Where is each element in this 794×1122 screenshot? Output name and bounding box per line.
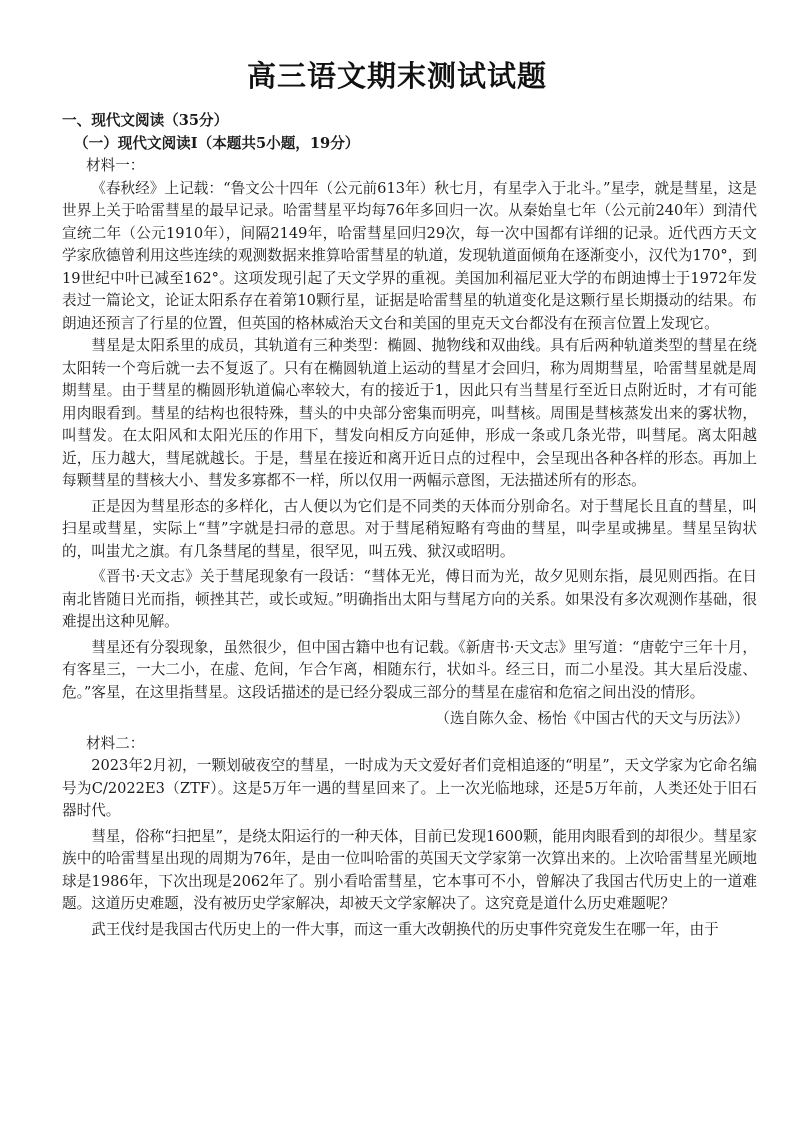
- document-body: [62, 110, 757, 941]
- material-one-paragraph: 《晋书·天文志》关于彗尾现象有一段话：“彗体无光，傅日而为光，故夕见则东指，晨见则西指。在日南北皆随日光而指，顿挫其芒，或长或短。”明确指出太阳与彗尾方向的关系。如果没有多次观测作基础，很难提出这种见解。: [62, 568, 757, 630]
- material-two-paragraph: 彗星，俗称“扫把星”，是绕太阳运行的一种天体，目前已发现1600颗，能用肉眼看到的却很少。彗星家族中的哈雷彗星出现的周期为76年，是由一位叫哈雷的英国天文学家第一次算出来的。上次哈雷彗星光顾地球是1986年，下次出现是2062年了。别小看哈雷彗星，它本事可不小，曾解决了我国古代历史上的一道难题。这道历史难题，没有被历史学家解决，却被天文学家解决了。这究竟是道什么历史难题呢？: [62, 827, 757, 912]
- subsection-heading: （一）现代文阅读Ⅰ（本题共5小题，19分）: [74, 134, 360, 152]
- material-one-paragraph: 彗星还有分裂现象，虽然很少，但中国古籍中也有记载。《新唐书·天文志》里写道：“唐乾宁三年十月，有客星三，一大二小，在虚、危间，乍合乍离，相随东行，状如斗。经三日，而二小星没。其大星后没虚、危。”客星，在这里指彗星。这段话描述的是已经分裂成三部分的彗星在虚宿和危宿之间出没的情形。: [62, 638, 757, 701]
- material-two-paragraph: 2023年2月初，一颗划破夜空的彗星，一时成为天文爱好者们竞相追逐的“明星”，天文学家为它命名编号为C/2022E3（ZTF）。这是5万年一遇的彗星回来了。上一次光临地球，还是5万年前，人类还处于旧石器时代。: [62, 757, 757, 819]
- material-one-source: （选自陈久金、杨怡《中国古代的天文与历法》）: [435, 710, 749, 727]
- material-one-paragraph: 《春秋经》上记载：“鲁文公十四年（公元前613年）秋七月，有星孛入于北斗。”星孛，就是彗星，这是世界上关于哈雷彗星的最早记录。哈雷彗星平均每76年多回归一次。从秦始皇七年（公元前240年）到清代宣统二年（公元1910年），间隔2149年，哈雷彗星回归29次，每一次中国都有详细的记录。近代西方天文学家欣德曾利用这些连续的观测数据来推算哈雷彗星的轨道，发现轨道面倾角在逐渐变小，汉代为170°，到19世纪中叶已减至162°。这项发现引起了天文学界的重视。美国加利福尼亚大学的布朗迪博士于1972年发表过一篇论文，论证太阳系存在着第10颗行星，证据是哈雷彗星的轨道变化是这颗行星长期摄动的结果。布朗迪还预言了行星的位置，但英国的格林威治天文台和美国的里克天文台都没有在预言位置上发现它。: [62, 179, 757, 332]
- material-one-label: 材料一：: [86, 157, 145, 174]
- section-heading: 一、现代文阅读（35分）: [62, 112, 229, 129]
- material-two-label: 材料二：: [86, 734, 145, 752]
- material-one-paragraph: 彗星是太阳系里的成员，其轨道有三种类型：椭圆、抛物线和双曲线。具有后两种轨道类型的彗星在绕太阳转一个弯后就一去不复返了。只有在椭圆轨道上运动的彗星才会回归，称为周期彗星，哈雷彗星就是周期彗星。由于彗星的椭圆形轨道偏心率较大，有的接近于1，因此只有当彗星行至近日点附近时，才有可能用肉眼看到。彗星的结构也很特殊，彗头的中央部分密集而明亮，叫彗核。周围是彗核蒸发出来的雾状物，叫彗发。在太阳风和太阳光压的作用下，彗发向相反方向延伸，形成一条或几条光带，叫彗尾。离太阳越近，压力越大，彗尾就越长。于是，彗星在接近和离开近日点的过程中，会呈现出各种各样的形态。再加上每颗彗星的彗核大小、彗发多寡都不一样，所以仅用一两幅示意图，无法描述所有的形态。: [62, 337, 757, 489]
- material-two-paragraph: 武王伐纣是我国古代历史上的一件大事，而这一重大改朝换代的历史事件究竟发生在哪一年，由于: [91, 920, 719, 938]
- material-one-paragraph: 正是因为彗星形态的多样化，古人便以为它们是不同类的天体而分别命名。对于彗尾长且直的彗星，叫扫星或彗星，实际上“彗”字就是扫帚的意思。对于彗尾稍短略有弯曲的彗星，叫孛星或拂星。彗星呈钩状的，叫蚩尤之旗。有几条彗尾的彗星，很罕见，叫五残、狱汉或昭明。: [62, 497, 757, 560]
- page-title: 高三语文期末测试试题: [246, 59, 547, 93]
